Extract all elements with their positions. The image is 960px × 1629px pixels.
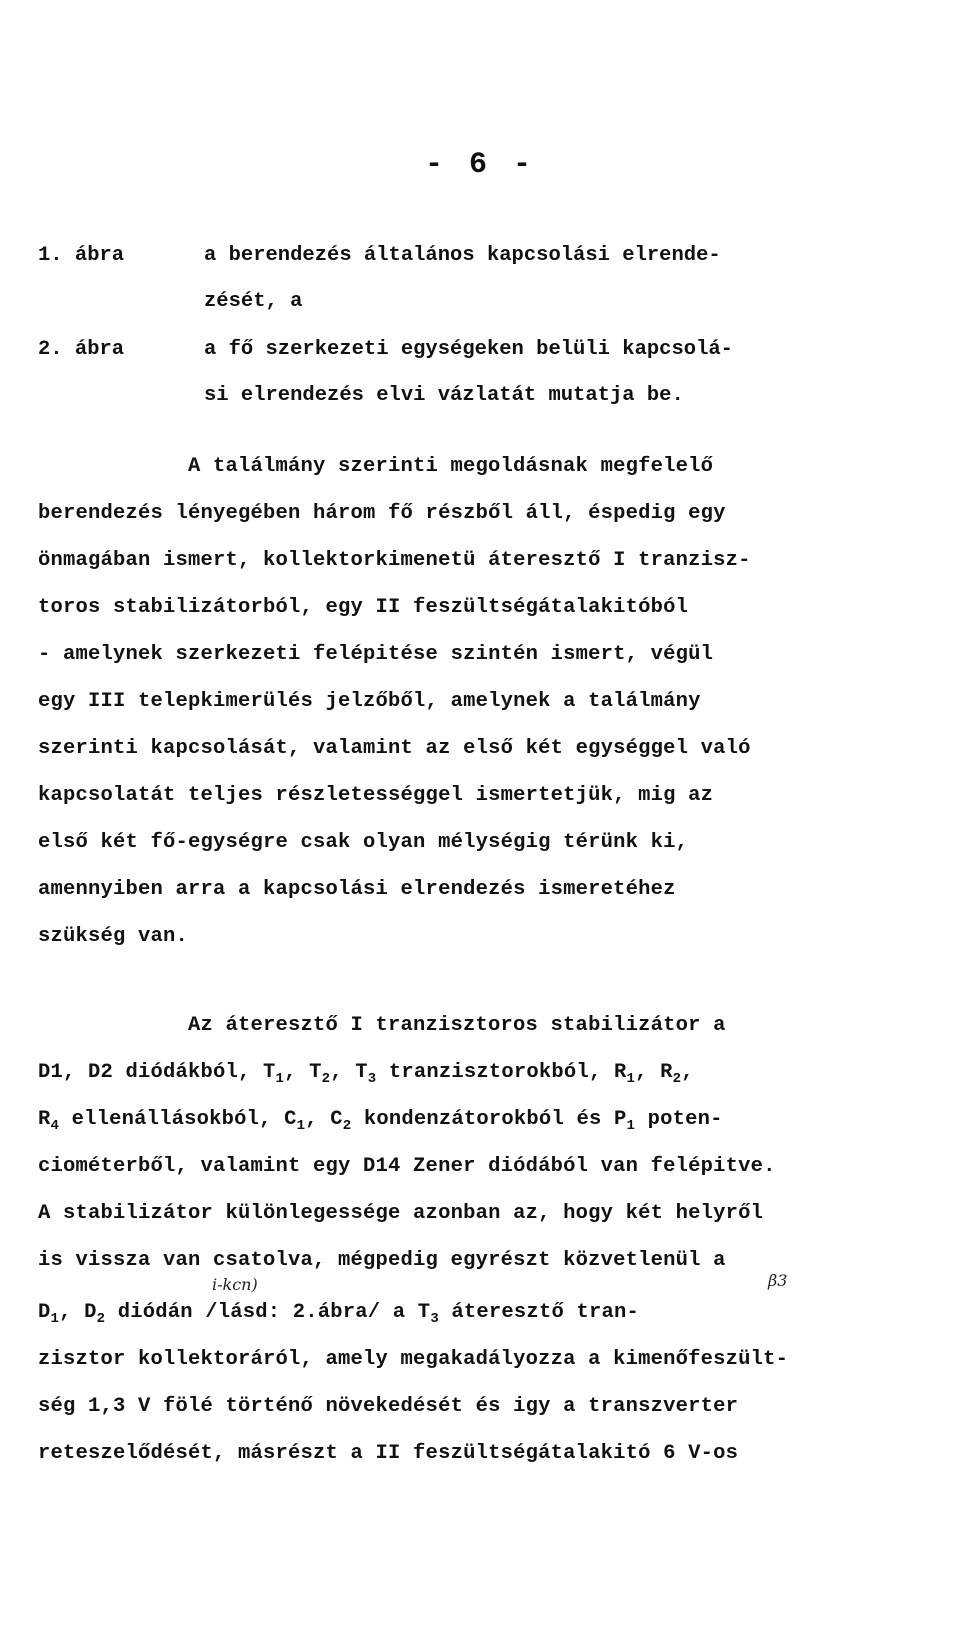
paragraph-2-line: is vissza van csatolva, mégpedig egyrészt közvetlenül a bbox=[38, 1249, 726, 1272]
paragraph-2-line: Az áteresztő I tranzisztoros stabilizátor a bbox=[188, 1014, 726, 1037]
paragraph-2-line: zisztor kollektoráról, amely megakadályozza a kimenőfeszült- bbox=[38, 1348, 789, 1371]
page-number: - 6 - bbox=[424, 148, 535, 182]
paragraph-1-line: első két fő-egységre csak olyan mélységig térünk ki, bbox=[38, 831, 689, 854]
paragraph-2-line: $D_1$, $D_2$ diódán /lásd: 2.ábra/ a $T_3$ áteresztő tran- bbox=[38, 1301, 639, 1327]
paragraph-1-line: önmagában ismert, kollektorkimenetü áteresztő I tranzisz- bbox=[38, 549, 751, 572]
paragraph-1-line: szerinti kapcsolását, valamint az első két egységgel való bbox=[38, 737, 751, 760]
paragraph-1-line: kapcsolatát teljes részletességgel ismertetjük, mig az bbox=[38, 784, 714, 807]
paragraph-1-line: amennyiben arra a kapcsolási elrendezés ismeretéhez bbox=[38, 878, 676, 901]
figure-2-text-line: si elrendezés elvi vázlatát mutatja be. bbox=[204, 384, 684, 407]
paragraph-2-line: D1, D2 diódákból, $T_1$, $T_2$, $T_3$ tranzisztorokból, $R_1$, $R_2$, bbox=[38, 1061, 694, 1087]
paragraph-2-line: ség 1,3 V fölé történő növekedését és igy a transzverter bbox=[38, 1395, 739, 1418]
figure-1-label: 1. ábra bbox=[38, 244, 125, 267]
paragraph-1-line: - amelynek szerkezeti felépitése szintén ismert, végül bbox=[38, 643, 714, 666]
paragraph-2-line: A stabilizátor különlegessége azonban az, hogy két helyről bbox=[38, 1202, 764, 1225]
paragraph-2-line: reteszelődését, másrészt a II feszültségátalakitó 6 V-os bbox=[38, 1442, 739, 1465]
paragraph-1-line: szükség van. bbox=[38, 925, 189, 948]
handwritten-note: β3 bbox=[768, 1271, 788, 1290]
handwritten-note: i-kcn) bbox=[212, 1275, 258, 1294]
paragraph-2-line: ciométerből, valamint egy D14 Zener diódából van felépitve. bbox=[38, 1155, 776, 1178]
figure-2-label: 2. ábra bbox=[38, 338, 125, 361]
figure-1-text-line: zését, a bbox=[204, 290, 303, 313]
paragraph-2-line: $R_4$ ellenállásokból, $C_1$, $C_2$ kondenzátorokból és $P_1$ poten- bbox=[38, 1108, 723, 1134]
paragraph-1-line: berendezés lényegében három fő részből áll, éspedig egy bbox=[38, 502, 726, 525]
paragraph-1-line: toros stabilizátorból, egy II feszültségátalakitóból bbox=[38, 596, 689, 619]
figure-2-text-line: a fő szerkezeti egységeken belüli kapcsolá- bbox=[204, 338, 733, 361]
paragraph-1-line: egy III telepkimerülés jelzőből, amelynek a találmány bbox=[38, 690, 701, 713]
paragraph-1-line: A találmány szerinti megoldásnak megfelelő bbox=[188, 455, 714, 478]
figure-1-text-line: a berendezés általános kapcsolási elrende- bbox=[204, 244, 721, 267]
